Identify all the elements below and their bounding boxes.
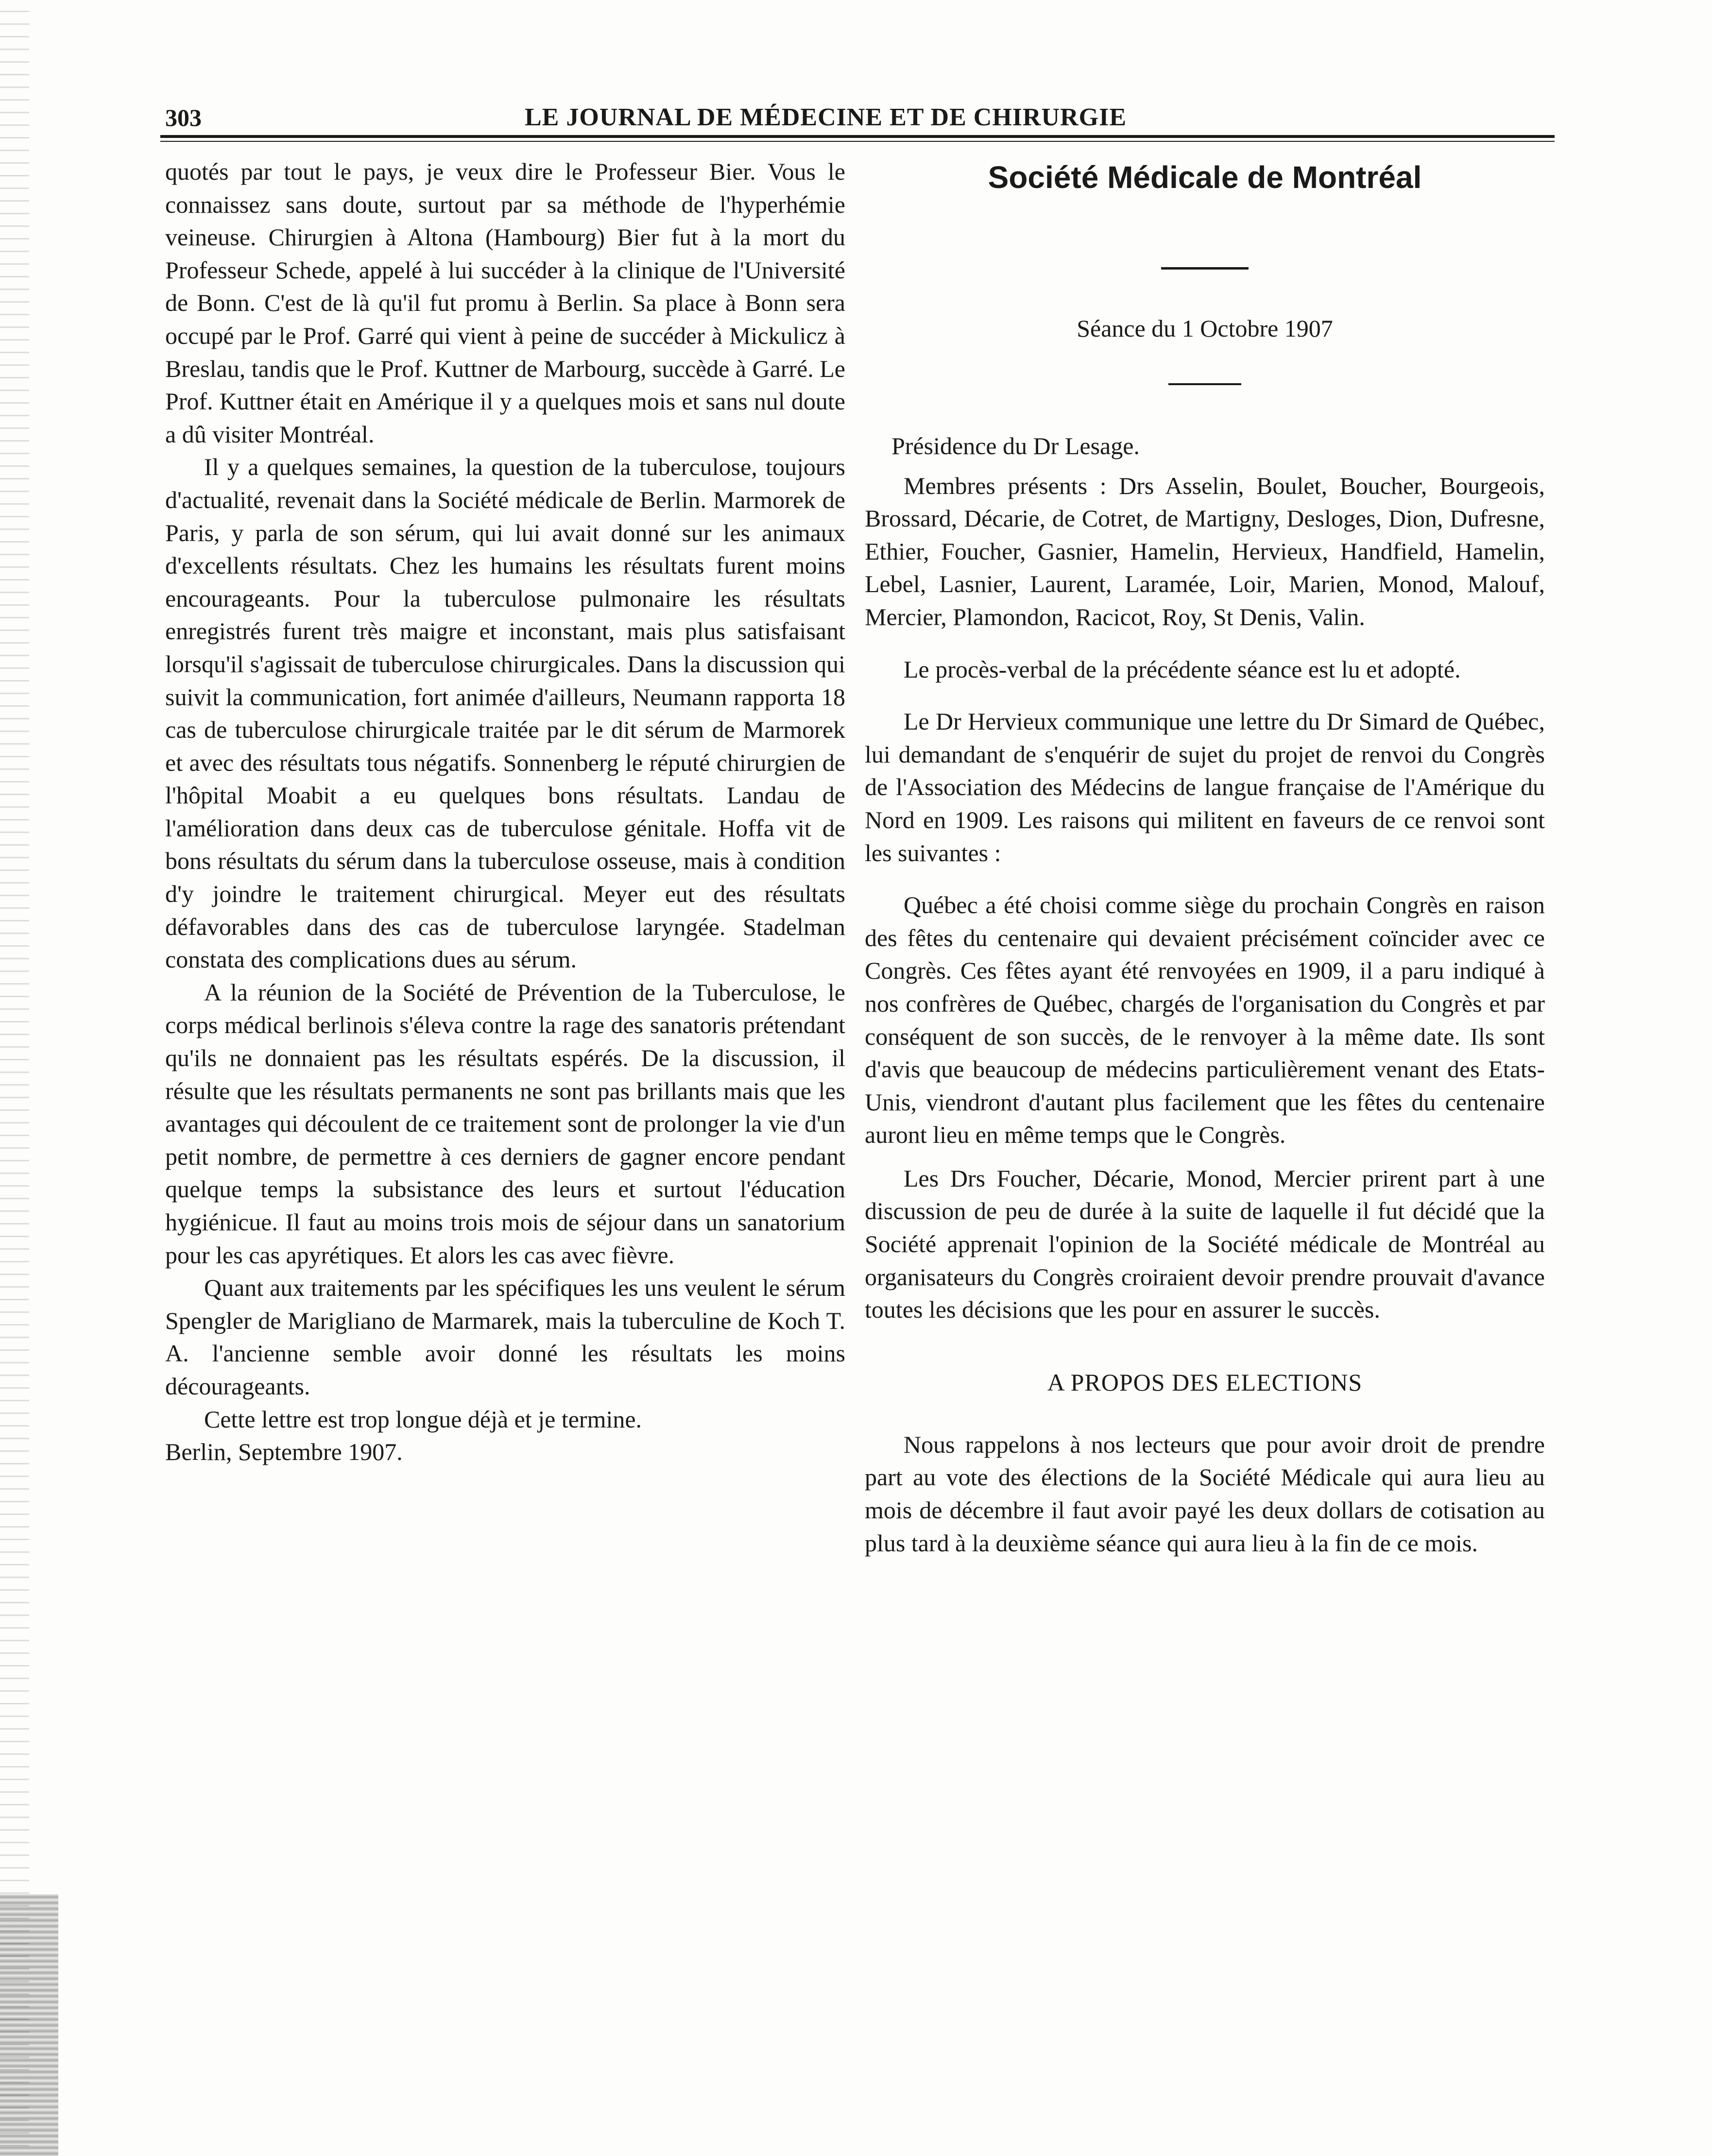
membres-presents: Membres présents : Drs Asselin, Boulet, Boucher, Bourgeois, Brossard, Décarie, de Cotret, de Martigny, Desloges, Dion, Dufresne, Ethier, Foucher, Gasnier, Hamelin, Hervieux, Handfield, Hamelin, Lebel, Lasnier, Laurent, Laramée, Loir, Marien, Monod, Malouf, Mercier, Plamondon, Racicot, Roy, St Denis, Valin. xyxy=(865,472,1545,630)
letter-signature: Berlin, Septembre 1907. xyxy=(165,1438,403,1466)
scan-edge-noise xyxy=(0,0,29,2156)
left-paragraph-1: quotés par tout le pays, je veux dire le Professeur Bier. Vous le connaissez sans doute, surtout par sa méthode de l'hyperhémie veineuse. Chirurgien à Altona (Hambourg) Bier fut à la mort du Professeur Schede, appelé à lui succéder à la clinique de l'Université de Bonn. C'est de là qu'il fut promu à Berlin. Sa place à Bonn sera occupé par le Prof. Garré qui vient à peine de succéder à Mickulicz à Breslau, tandis que le Prof. Kuttner de Marbourg, succède à Garré. Le Prof. Kuttner était en Amérique il y a quelques mois et sans nul doute a dû visiter Montréal. xyxy=(165,158,845,448)
proces-verbal: Le procès-verbal de la précédente séance est lu et adopté. xyxy=(904,655,1461,683)
left-paragraph-3: A la réunion de la Société de Prévention de la Tuberculose, le corps médical berlinois s'éleva contre la rage des sanatoris prétendant qu'ils ne donnaient pas les résultats espérés. De la discussion, il résulte que les résultats permanents ne sont pas brillants mais que les avantages qui découlent de ce traitement sont de prolonger la vie d'un petit nombre, de permettre à ces derniers de gagner encore pendant quelque temps la subsistance des leurs et surtout l'éducation hygiénicue. Il faut au moins trois mois de séjour dans un sanatorium pour les cas apyrétiques. Et alors les cas avec fièvre. xyxy=(165,978,845,1269)
page-header xyxy=(165,102,1550,136)
left-paragraph-5: Cette lettre est trop longue déjà et je termine. xyxy=(204,1405,642,1433)
page-number: 303 xyxy=(165,104,202,131)
society-title: Société Médicale de Montréal xyxy=(988,160,1422,195)
right-column xyxy=(865,155,1545,1560)
scan-edge-noise-bottom xyxy=(0,1894,58,2156)
seance-date: Séance du 1 Octobre 1907 xyxy=(1077,315,1333,342)
propos-paragraph: Nous rappelons à nos lecteurs que pour avoir droit de prendre part au vote des élections de la Société Médicale qui aura lieu au mois de décembre il faut avoir payé les deux dollars de cotisation au plus tard à la deuxième séance qui aura lieu à la fin de ce mois. xyxy=(865,1430,1545,1557)
hervieux-paragraph: Le Dr Hervieux communique une lettre du Dr Simard de Québec, lui demandant de s'enquérir de sujet du projet de renvoi du Congrès de l'Association des Médecins de langue française de l'Amérique du Nord en 1909. Les raisons qui militent en faveurs de ce renvoi sont les suivantes : xyxy=(865,708,1545,866)
header-rule xyxy=(160,135,1555,138)
left-column xyxy=(165,155,845,1469)
running-title: LE JOURNAL DE MÉDECINE ET DE CHIRURGIE xyxy=(525,103,1127,131)
presidence: Présidence du Dr Lesage. xyxy=(891,432,1140,459)
discussion-paragraph: Les Drs Foucher, Décarie, Monod, Mercier prirent part à une discussion de peu de durée à la suite de laquelle il fut décidé que la Société apprenait l'opinion de la Société médicale de Montréal au organisateurs du Congrès croiraient devoir prendre prouvait d'avance toutes les décisions que les pour en assurer le succès. xyxy=(865,1164,1545,1324)
left-paragraph-2: Il y a quelques semaines, la question de la tuberculose, toujours d'actualité, revenait dans la Société médicale de Berlin. Marmorek de Paris, y parla de son sérum, qui lui avait donné sur les animaux d'excellents résultats. Chez les humains les résultats furent moins encourageants. Pour la tuberculose pulmonaire les résultats enregistrés furent très maigre et inconstant, mais plus satisfaisant lorsqu'il s'agissait de tuberculose chirurgicales. Dans la discussion qui suivit la communication, fort animée d'ailleurs, Neumann rapporta 18 cas de tuberculose chirurgicale traitée par le dit sérum de Marmorek et avec des résultats tous négatifs. Sonnenberg le réputé chirurgien de l'hôpital Moabit a eu quelques bons résultats. Landau de l'amélioration dans deux cas de tuberculose génitale. Hoffa vit de bons résultats du sérum dans la tuberculose osseuse, mais à condition d'y joindre le traitement chirurgical. Meyer eut des résultats défavorables dans des cas de tuberculose laryngée. Stadelman constata des complications dues au sérum. xyxy=(165,453,845,973)
quebec-paragraph: Québec a été choisi comme siège du prochain Congrès en raison des fêtes du centenaire qui devaient précisément coïncider avec ce Congrès. Ces fêtes ayant été renvoyées en 1909, il a paru indiqué à nos confrères de Québec, chargés de l'organisation du Congrès et par conséquent de son succès, de le renvoyer à la même date. Ils sont d'avis que beaucoup de médecins particulièrement venant des Etats-Unis, viendront d'autant plus facilement que les fêtes du centenaire auront lieu en même temps que le Congrès. xyxy=(865,891,1545,1149)
propos-title: A PROPOS DES ELECTIONS xyxy=(1047,1368,1363,1396)
left-paragraph-4: Quant aux traitements par les spécifiques les uns veulent le sérum Spengler de Marigliano de Marmarek, mais la tuberculine de Koch T. A. l'ancienne semble avoir donné les résultats les moins décourageants. xyxy=(165,1274,845,1400)
seance-rule xyxy=(1168,383,1241,385)
header-rule-thin xyxy=(160,141,1555,142)
title-rule xyxy=(1161,267,1249,270)
